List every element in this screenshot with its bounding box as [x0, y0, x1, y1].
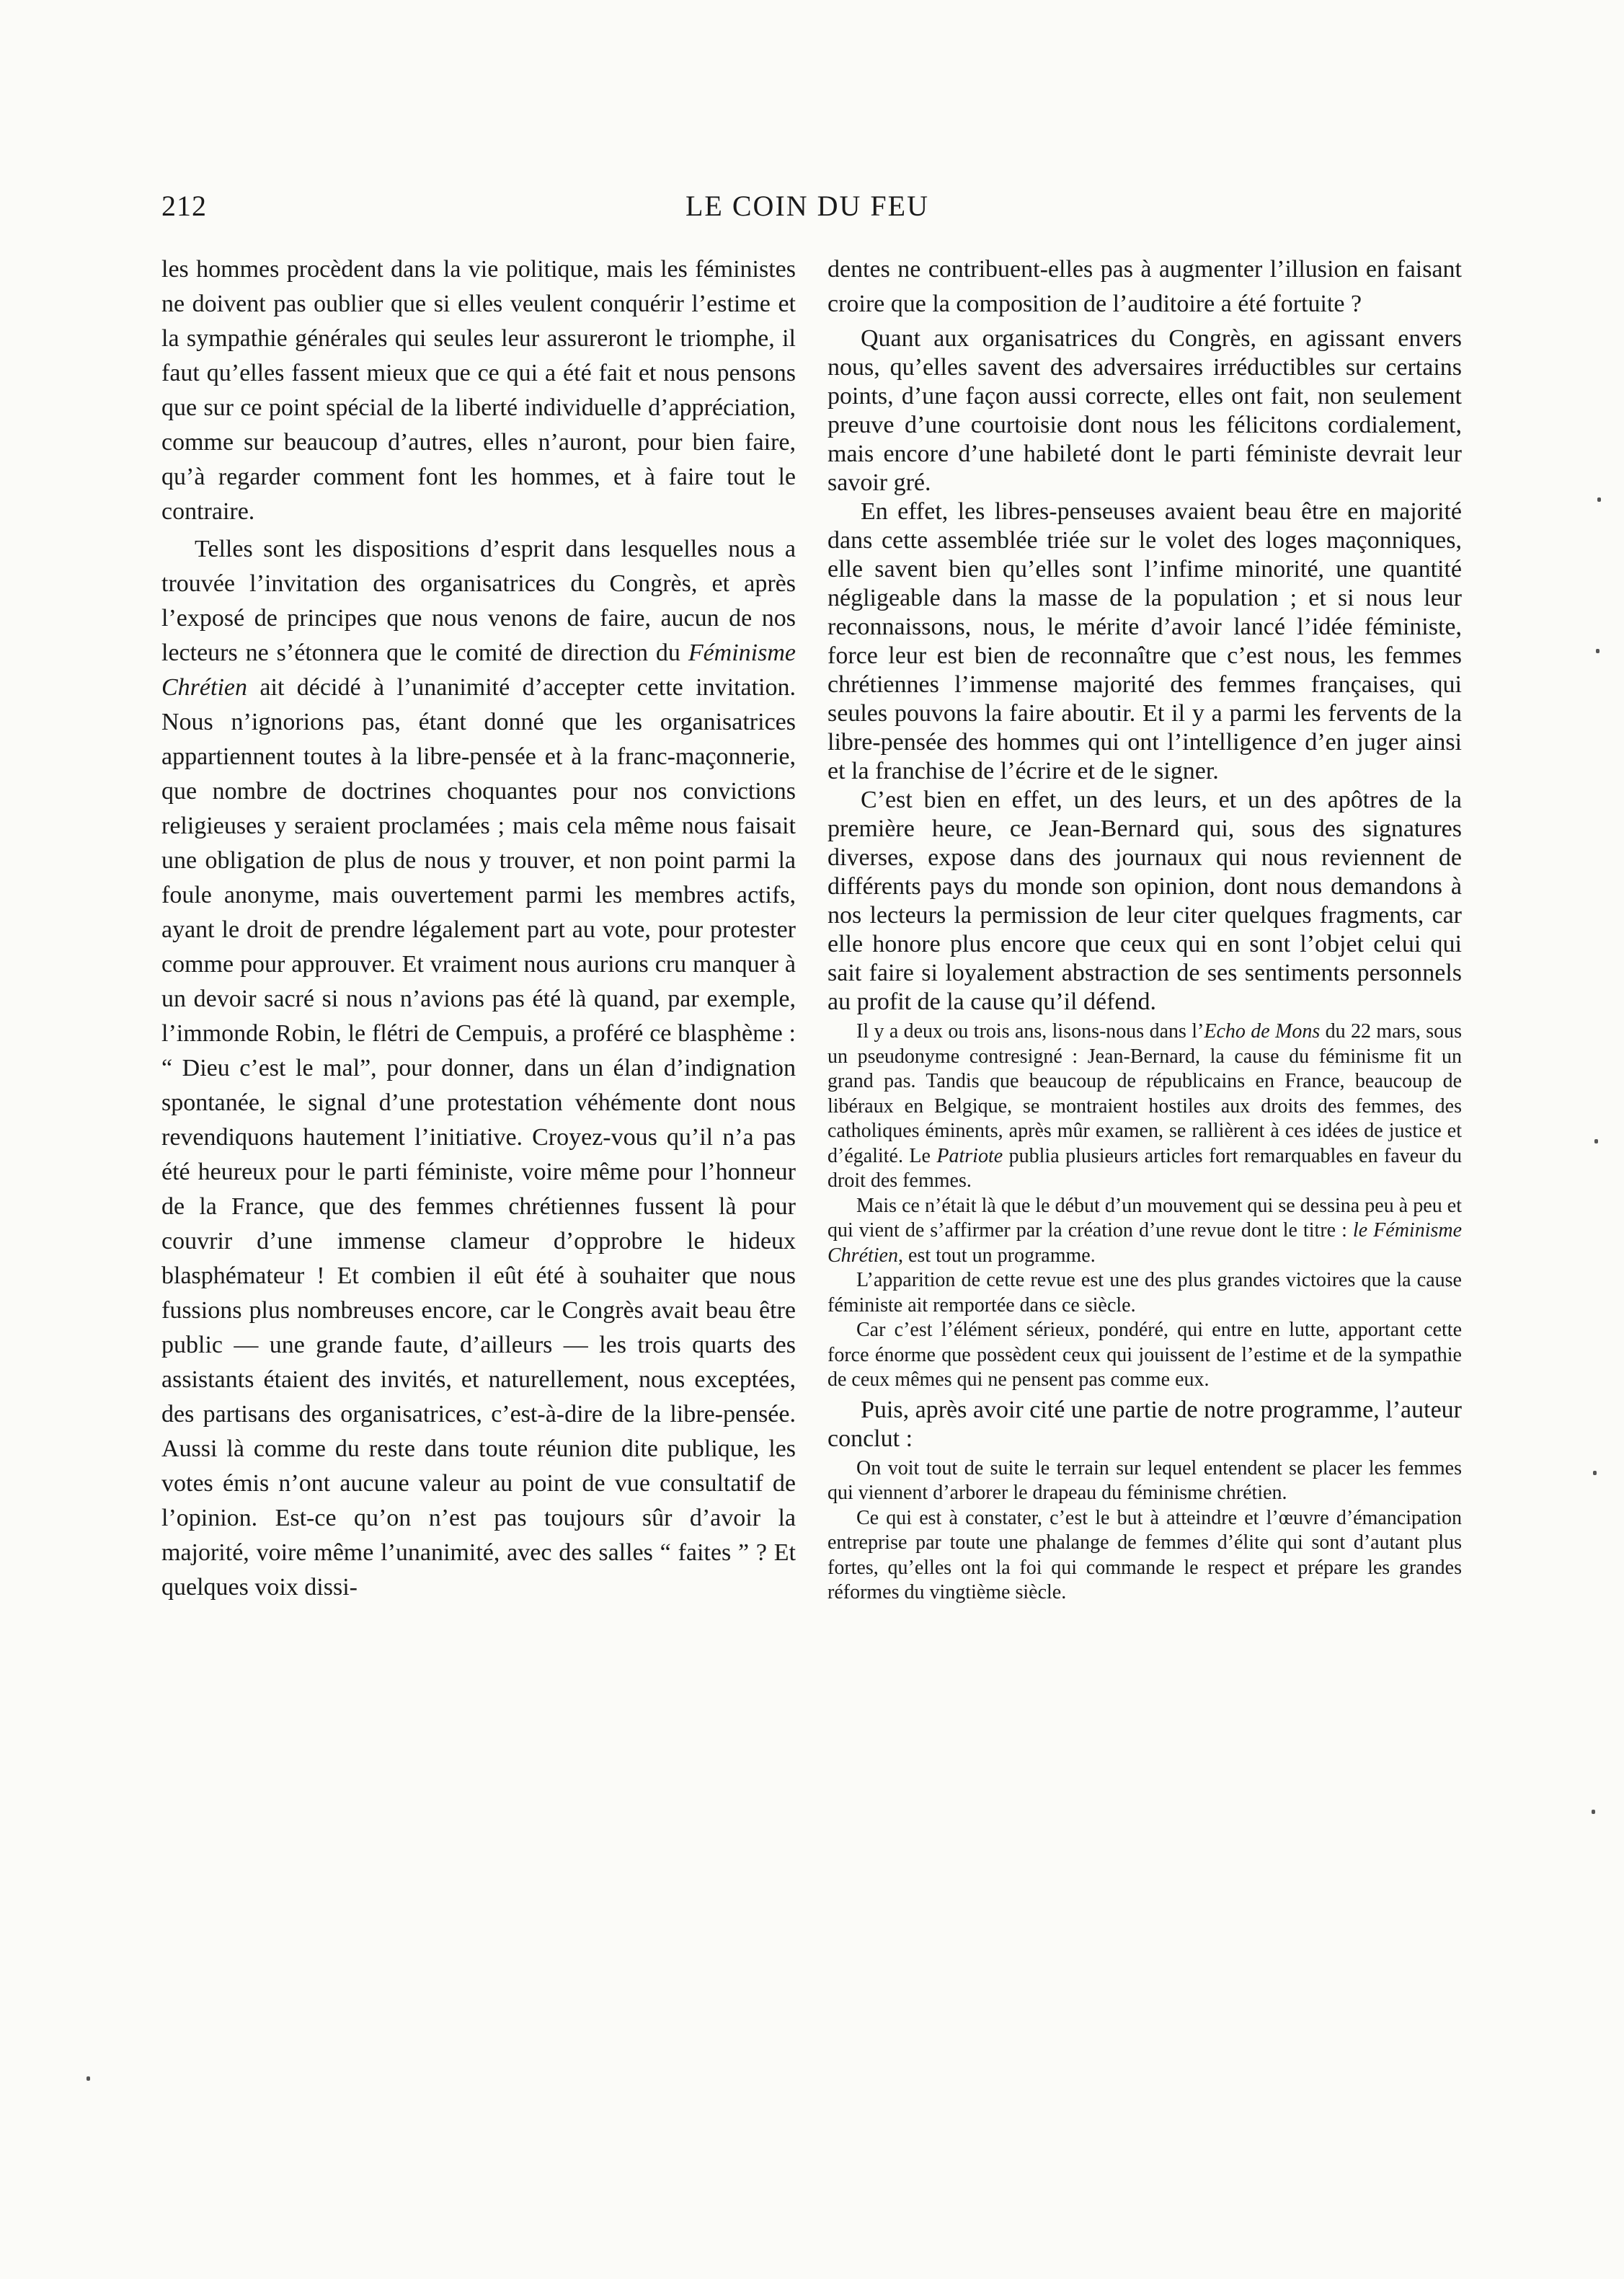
- page-number: 212: [161, 190, 207, 222]
- paragraph: Quant aux organisatrices du Congrès, en agissant envers nous, qu’elles savent des adversaires irréductibles sur certains points, d’une façon aussi correcte, elles ont fait, non seulement preuve d’une courtoisie dont nous les félicitons cordialement, mais encore d’une habileté dont le parti féministe devrait leur savoir gré.: [827, 325, 1462, 496]
- quotation-paragraph: Ce qui est à constater, c’est le but à atteindre et l’œuvre d’émancipation entreprise par toute une phalange de femmes d’élite qui sont d’autant plus fortes, qu’elles ont la foi qui commande le respect et prépare les grandes réformes du vingtième siècle.: [827, 1506, 1462, 1603]
- newspaper-title: Echo de Mons: [1204, 1020, 1321, 1043]
- page-header: [161, 189, 1453, 232]
- paragraph: En effet, les libres-penseuses avaient beau être en majorité dans cette assemblée triée sur le volet des loges maçonniques, elle savent bien qu’elles sont l’infime minorité, une quantité négligeable dans la masse de la population ; et si nous leur reconnaissons, nous, le mérite d’avoir lancé l’idée féministe, force leur est bien de reconnaître que c’est nous, les femmes chrétiennes l’immense majorité des femmes françaises, qui seules pouvons la faire aboutir. Et il y a parmi les fervents de la libre-pensée des hommes qui ont l’intelligence d’en juger ainsi et la franchise de l’écrire et de le signer.: [827, 498, 1462, 784]
- margin-speck: [1594, 1139, 1598, 1143]
- quotation-paragraph: L’apparition de cette revue est une des plus grandes victoires que la cause féministe ait remportée dans ce siècle.: [827, 1269, 1462, 1316]
- paragraph: les hommes procèdent dans la vie politique, mais les féministes ne doivent pas oublier que si elles veulent conquérir l’estime et la sympathie générales qui seules leur assureront le triomphe, il faut qu’elles fassent mieux que ce qui a été fait et nous pensons que sur ce point spécial de la liberté individuelle d’appréciation, comme sur beaucoup d’autres, elles n’auront, pour bien faire, qu’à regarder comment font les hommes, et à faire tout le contraire.: [161, 256, 796, 525]
- paragraph: dentes ne contribuent-elles pas à augmenter l’illusion en faisant croire que la composition de l’auditoire a été fortuite ?: [827, 256, 1462, 317]
- journal-title: le Féminisme Chrétien: [827, 1219, 1463, 1267]
- margin-speck: [1593, 1471, 1597, 1475]
- quotation-paragraph: Il y a deux ou trois ans, lisons-nous dans l’Echo de Mons du 22 mars, sous un pseudonyme contresigné : Jean-Bernard, la cause du féminisme fit un grand pas. Tandis que beaucoup de républicains en France, beaucoup de libéraux en Belgique, se montraient hostiles aux droits des femmes, des catholiques éminents, après mûr examen, se rallièrent à ces idées de justice et d’égalité. Le Patriote publia plusieurs articles fort remarquables en faveur du droit des femmes.: [827, 1020, 1462, 1192]
- margin-speck: [1597, 497, 1601, 502]
- quotation-paragraph: Car c’est l’élément sérieux, pondéré, qui entre en lutte, apportant cette force énorme que possèdent ceux qui jouissent de l’estime et de la sympathie de ceux mêmes qui ne pensent pas comme eux.: [827, 1319, 1462, 1391]
- right-column: [827, 252, 1462, 1606]
- margin-speck: [1592, 1810, 1595, 1814]
- margin-speck: [1596, 649, 1599, 653]
- left-column: [161, 252, 796, 1605]
- journal-title: Féminisme Chrétien: [161, 640, 796, 701]
- quotation-paragraph: On voit tout de suite le terrain sur lequel entendent se placer les femmes qui viennent d’arborer le drapeau du féminisme chrétien.: [827, 1456, 1462, 1504]
- paragraph: Puis, après avoir cité une partie de notre programme, l’auteur conclut :: [827, 1396, 1462, 1452]
- running-title: LE COIN DU FEU: [685, 190, 929, 222]
- margin-speck: [86, 2076, 90, 2081]
- paragraph: Telles sont les dispositions d’esprit dans lesquelles nous a trouvée l’invitation des organisatrices du Congrès, et après l’exposé de principes que nous venons de faire, aucun de nos lecteurs ne s’étonnera que le comité de direction du Féminisme Chrétien ait décidé à l’unanimité d’accepter cette invitation. Nous n’ignorions pas, étant donné que les organisatrices appartiennent toutes à la libre-pensée et à la franc-maçonnerie, que nombre de doctrines choquantes pour nos convictions religieuses y seraient proclamées ; mais cela même nous faisait une obligation de plus de nous y trouver, et non point parmi la foule anonyme, mais ouvertement parmi les membres actifs, ayant le droit de prendre légalement part au vote, pour protester comme pour approuver. Et vraiment nous aurions cru manquer à un devoir sacré si nous n’avions pas été là quand, par exemple, l’immonde Robin, le flétri de Cempuis, a proféré ce blasphème : “ Dieu c’est le mal”, pour donner, dans un élan d’indignation spontanée, le signal d’une protestation véhémente dont nous revendiquons hautement l’initiative. Croyez-vous qu’il n’a pas été heureux pour le parti féministe, voire même pour l’honneur de la France, que des femmes chrétiennes fussent là pour couvrir d’une immense clameur d’opprobre le hideux blasphémateur ! Et combien il eût été à souhaiter que nous fussions plus nombreuses encore, car le Congrès avait beau être public — une grande faute, d’ailleurs — les trois quarts des assistants étaient des invités, et naturellement, nous exceptées, des partisans des organisatrices, c’est-à-dire de la libre-pensée. Aussi là comme du reste dans toute réunion dite publique, les votes émis n’ont aucune valeur au point de vue consultatif de l’opinion. Est-ce qu’on n’est pas toujours sûr d’avoir la majorité, voire même l’unanimité, avec des salles “ faites ” ? Et quelques voix dissi-: [161, 536, 796, 1601]
- paragraph: C’est bien en effet, un des leurs, et un des apôtres de la première heure, ce Jean-Bernard qui, sous des signatures diverses, expose dans des journaux qui nous reviennent de différents pays du monde son opinion, dont nous demandons à nos lecteurs la permission de leur citer quelques fragments, car elle honore plus encore que ceux qui en sont l’objet celui qui sait faire si loyalement abstraction de ses sentiments personnels au profit de la cause qu’il défend.: [827, 787, 1462, 1015]
- quotation-paragraph: Mais ce n’était là que le début d’un mouvement qui se dessina peu à peu et qui vient de s’affirmer par la création d’une revue dont le titre : le Féminisme Chrétien, est tout un programme.: [827, 1194, 1463, 1267]
- newspaper-title: Patriote: [936, 1144, 1003, 1167]
